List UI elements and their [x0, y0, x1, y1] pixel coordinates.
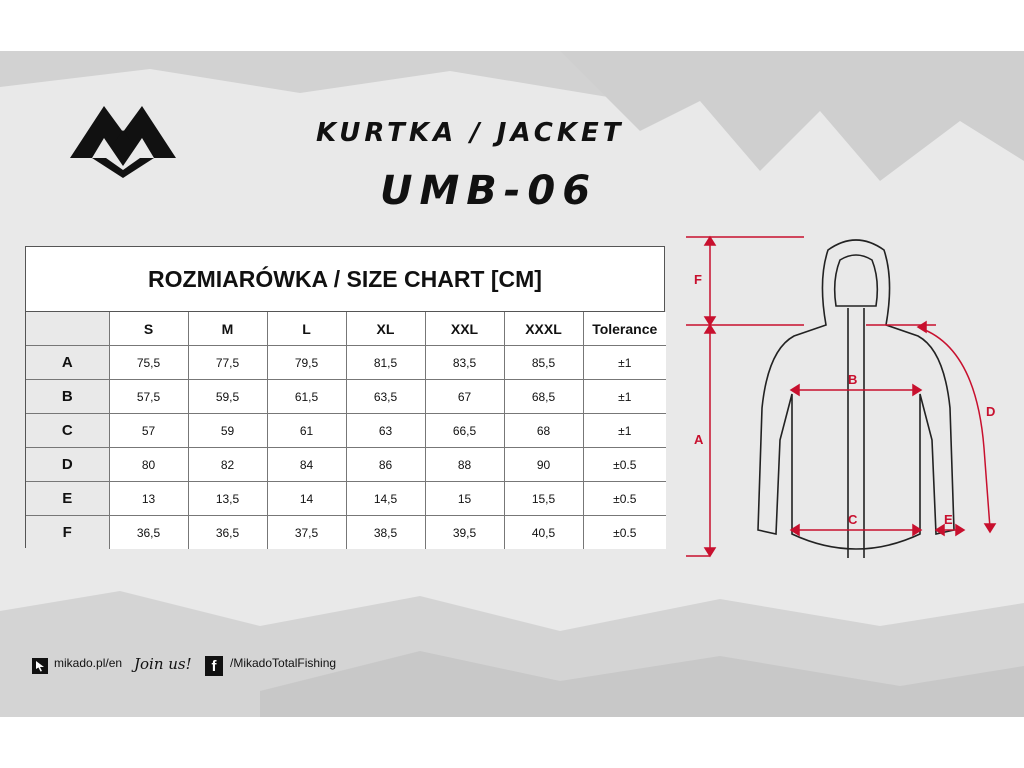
column-header: M [188, 312, 267, 346]
column-header: L [267, 312, 346, 346]
table-cell: 14,5 [346, 482, 425, 516]
table-cell: 63,5 [346, 380, 425, 414]
arrow-a-top [705, 325, 715, 333]
row-label: C [26, 414, 109, 448]
model-title: UMB-06 [380, 168, 598, 214]
arrow-d-top [918, 322, 926, 332]
diagram-label-e: E [944, 512, 953, 527]
mikado-logo-icon [68, 100, 178, 180]
size-table [26, 312, 666, 549]
diagram-label-c: C [848, 512, 858, 527]
table-cell: 14 [267, 482, 346, 516]
table-cell: 68,5 [504, 380, 583, 414]
table-cell: 86 [346, 448, 425, 482]
table-cell: 75,5 [109, 346, 188, 380]
column-header: XL [346, 312, 425, 346]
row-label: E [26, 482, 109, 516]
table-cell: 66,5 [425, 414, 504, 448]
arrow-f-top [705, 237, 715, 245]
facebook-icon[interactable]: f [205, 656, 223, 676]
table-row [26, 346, 666, 380]
table-row [26, 482, 666, 516]
arrow-e-right [956, 525, 964, 535]
diagram-label-d: D [986, 404, 996, 419]
row-label: B [26, 380, 109, 414]
table-cell: 40,5 [504, 516, 583, 550]
column-header: S [109, 312, 188, 346]
table-cell: 63 [346, 414, 425, 448]
table-corner-cell [26, 312, 109, 346]
table-cell: 82 [188, 448, 267, 482]
table-cell: 88 [425, 448, 504, 482]
table-cell: 39,5 [425, 516, 504, 550]
table-cell: ±0.5 [583, 448, 666, 482]
size-chart-title: ROZMIARÓWKA / SIZE CHART [CM] [26, 247, 664, 312]
arrow-d-bottom [985, 524, 995, 532]
table-row [26, 448, 666, 482]
product-type-title: KURTKA / JACKET [316, 118, 625, 148]
diagram-label-f: F [694, 272, 702, 287]
join-us-text: Join us! [134, 655, 192, 673]
table-cell: 13,5 [188, 482, 267, 516]
table-cell: 36,5 [188, 516, 267, 550]
table-cell: 37,5 [267, 516, 346, 550]
table-cell: ±1 [583, 414, 666, 448]
table-cell: 67 [425, 380, 504, 414]
table-cell: 38,5 [346, 516, 425, 550]
table-row [26, 380, 666, 414]
table-cell: ±1 [583, 380, 666, 414]
table-cell: 57 [109, 414, 188, 448]
table-header-row [26, 312, 666, 346]
website-link[interactable]: mikado.pl/en [54, 656, 123, 670]
table-cell: 84 [267, 448, 346, 482]
table-cell: 83,5 [425, 346, 504, 380]
table-cell: 85,5 [504, 346, 583, 380]
table-cell: 80 [109, 448, 188, 482]
row-label: A [26, 346, 109, 380]
table-cell: 79,5 [267, 346, 346, 380]
table-cell: ±0.5 [583, 482, 666, 516]
size-chart [25, 246, 665, 548]
measure-line-d [920, 328, 990, 528]
table-cell: 90 [504, 448, 583, 482]
column-header: XXXL [504, 312, 583, 346]
table-cell: 15,5 [504, 482, 583, 516]
table-cell: 61,5 [267, 380, 346, 414]
facebook-link[interactable]: /MikadoTotalFishing [230, 656, 337, 670]
cursor-icon [32, 658, 48, 674]
arrow-a-bottom [705, 548, 715, 556]
jacket-diagram [680, 228, 1020, 568]
column-header: Tolerance [583, 312, 666, 346]
table-row [26, 516, 666, 550]
table-cell: 36,5 [109, 516, 188, 550]
row-label: D [26, 448, 109, 482]
diagram-label-b: B [848, 372, 858, 387]
table-cell: 57,5 [109, 380, 188, 414]
table-cell: 68 [504, 414, 583, 448]
column-header: XXL [425, 312, 504, 346]
jacket-outline-icon [758, 240, 954, 549]
table-cell: 15 [425, 482, 504, 516]
table-cell: 77,5 [188, 346, 267, 380]
table-cell: ±0.5 [583, 516, 666, 550]
table-cell: 13 [109, 482, 188, 516]
table-cell: 61 [267, 414, 346, 448]
table-row [26, 414, 666, 448]
table-cell: ±1 [583, 346, 666, 380]
table-cell: 59 [188, 414, 267, 448]
diagram-label-a: A [694, 432, 704, 447]
row-label: F [26, 516, 109, 550]
arrow-b-left [791, 385, 799, 395]
arrow-b-right [913, 385, 921, 395]
table-cell: 81,5 [346, 346, 425, 380]
table-cell: 59,5 [188, 380, 267, 414]
